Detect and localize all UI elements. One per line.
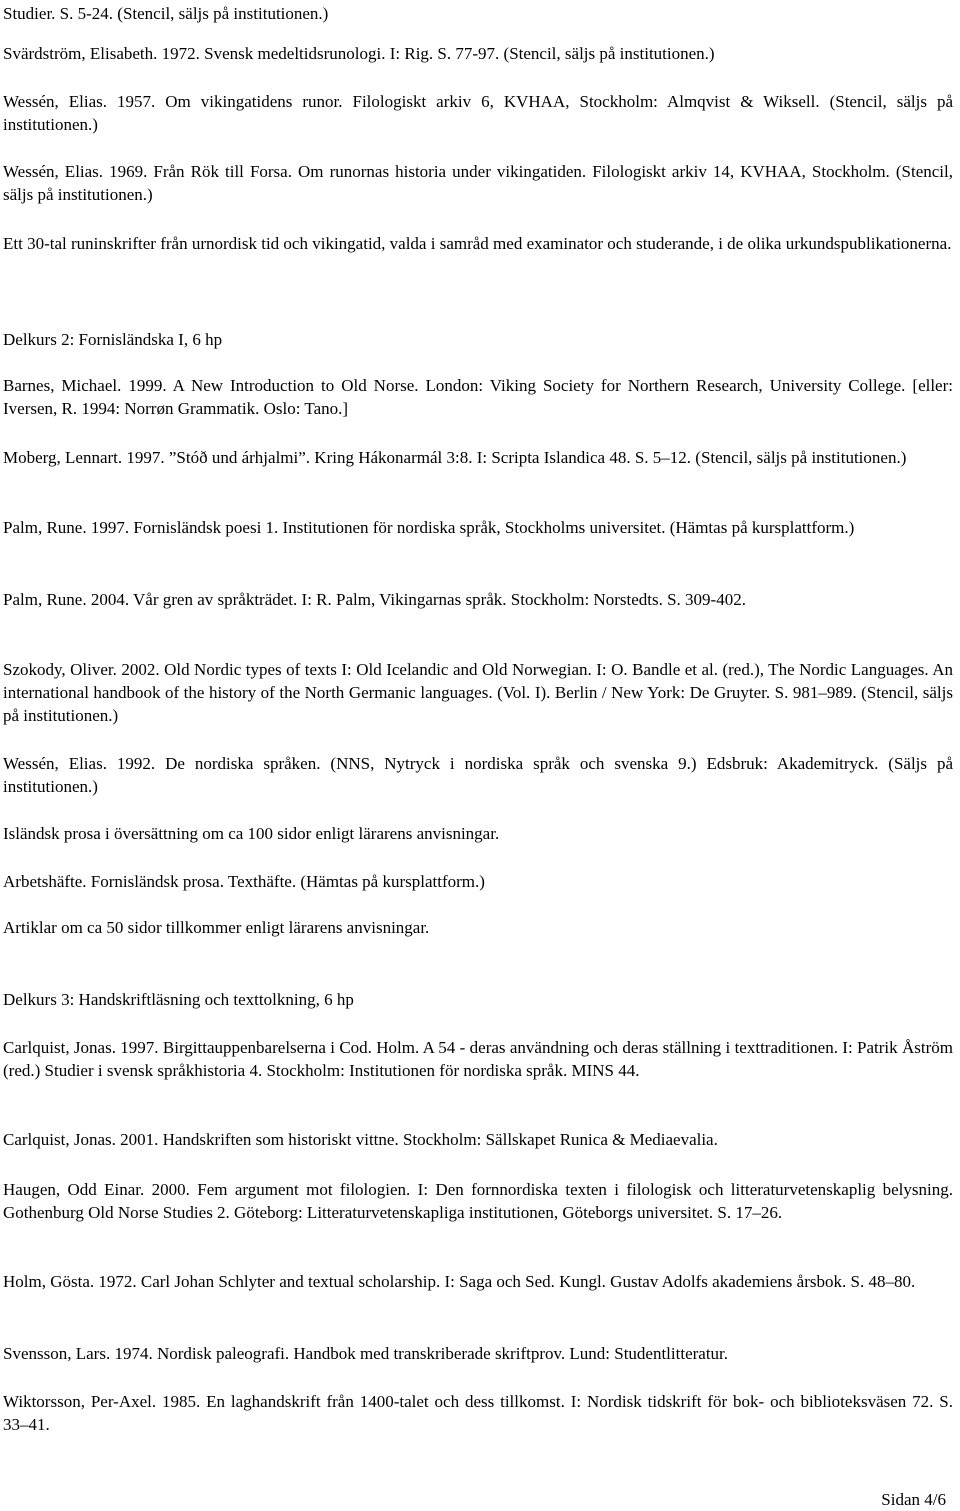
bibliography-entry: Haugen, Odd Einar. 2000. Fem argument mot filologien. I: Den fornnordiska texten i filologisk och litteraturvetenskaplig belysning. Gothenburg Old Norse Studies 2. Göteborg: Litteraturvetenskapliga institutionen, Göteborgs universitet. S. 17–26. (3, 1180, 953, 1222)
bibliography-entry: Wessén, Elias. 1969. Från Rök till Forsa. Om runornas historia under vikingatiden. Filologiskt arkiv 14, KVHAA, Stockholm. (Stencil, säljs på institutionen.) (3, 162, 953, 204)
bibliography-entry: Carlquist, Jonas. 2001. Handskriften som historiskt vittne. Stockholm: Sällskapet Runica & Mediaevalia. (3, 1130, 718, 1149)
bibliography-entry: Carlquist, Jonas. 1997. Birgittauppenbarelserna i Cod. Holm. A 54 - deras användning och deras ställning i texttraditionen. I: Patrik Åström (red.) Studier i svensk språkhistoria 4. Stockholm: Institutionen för nordiska språk. MINS 44. (3, 1038, 953, 1080)
bibliography-entry: Studier. S. 5-24. (Stencil, säljs på institutionen.) (3, 4, 329, 23)
bibliography-entry: Wiktorsson, Per-Axel. 1985. En laghandskrift från 1400-talet och dess tillkomst. I: Nordisk tidskrift för bok- och biblioteksväsen 72. S. 33–41. (3, 1392, 953, 1434)
bibliography-entry: Holm, Gösta. 1972. Carl Johan Schlyter and textual scholarship. I: Saga och Sed. Kungl. Gustav Adolfs akademiens årsbok. S. 48–80. (3, 1272, 916, 1291)
bibliography-entry: Ett 30-tal runinskrifter från urnordisk tid och vikingatid, valda i samråd med examinator och studerande, i de olika urkundspublikationerna. (3, 234, 952, 253)
bibliography-entry: Palm, Rune. 1997. Fornisländsk poesi 1. Institutionen för nordiska språk, Stockholms universitet. (Hämtas på kursplattform.) (3, 518, 855, 537)
bibliography-entry: Wessén, Elias. 1992. De nordiska språken. (NNS, Nytryck i nordiska språk och svenska 9.) Edsbruk: Akademitryck. (Säljs på institutionen.) (3, 754, 953, 796)
bibliography-entry: Svensson, Lars. 1974. Nordisk paleografi. Handbok med transkriberade skriftprov. Lund: Studentlitteratur. (3, 1344, 729, 1363)
bibliography-entry: Moberg, Lennart. 1997. ”Stóð und árhjalmi”. Kring Hákonarmál 3:8. I: Scripta Islandica 48. S. 5–12. (Stencil, säljs på institutionen.) (3, 448, 907, 467)
bibliography-entry: Isländsk prosa i översättning om ca 100 sidor enligt lärarens anvisningar. (3, 824, 500, 843)
bibliography-entry: Wessén, Elias. 1957. Om vikingatidens runor. Filologiskt arkiv 6, KVHAA, Stockholm: Almqvist & Wiksell. (Stencil, säljs på institutionen.) (3, 92, 953, 134)
bibliography-entry: Svärdström, Elisabeth. 1972. Svensk medeltidsrunologi. I: Rig. S. 77-97. (Stencil, säljs på institutionen.) (3, 44, 715, 63)
bibliography-entry: Arbetshäfte. Fornisländsk prosa. Texthäfte. (Hämtas på kursplattform.) (3, 872, 485, 891)
bibliography-entry: Artiklar om ca 50 sidor tillkommer enligt lärarens anvisningar. (3, 918, 430, 937)
section-heading: Delkurs 2: Fornisländska I, 6 hp (3, 330, 223, 349)
bibliography-entry: Barnes, Michael. 1999. A New Introduction to Old Norse. London: Viking Society for Northern Research, University College. [eller: Iversen, R. 1994: Norrøn Grammatik. Oslo: Tano.] (3, 376, 953, 418)
bibliography-entry: Szokody, Oliver. 2002. Old Nordic types of texts I: Old Icelandic and Old Norwegian. I: O. Bandle et al. (red.), The Nordic Languages. An international handbook of the history of the North Germanic languages. (Vol. I). Berlin / New York: De Gruyter. S. 981–989. (Stencil, säljs på institutionen.) (3, 660, 953, 725)
bibliography-entry: Palm, Rune. 2004. Vår gren av språkträdet. I: R. Palm, Vikingarnas språk. Stockholm: Norstedts. S. 309-402. (3, 590, 746, 609)
page-number: Sidan 4/6 (881, 1490, 946, 1509)
section-heading: Delkurs 3: Handskriftläsning och texttolkning, 6 hp (3, 990, 354, 1009)
